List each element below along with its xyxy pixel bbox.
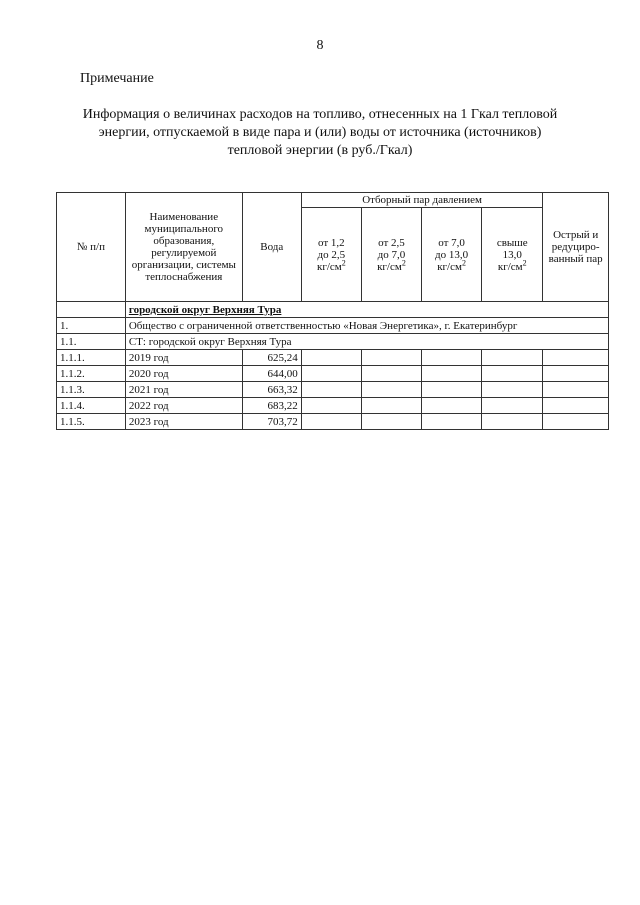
header-steam-group: Отборный пар давлением bbox=[301, 193, 543, 208]
table-row bbox=[57, 414, 609, 430]
row-num: 1.1.2. bbox=[57, 366, 126, 382]
table-row bbox=[57, 350, 609, 366]
note-heading: Примечание bbox=[80, 71, 154, 86]
system-name: СТ: городской округ Верхняя Тура bbox=[125, 334, 608, 350]
row-year: 2019 год bbox=[125, 350, 242, 366]
header-num: № п/п bbox=[57, 193, 126, 302]
document-title: Информация о величинах расходов на топливо, отнесенных на 1 Гкал тепловой энергии, отпускаемой в виде пара и (или) воды от источника (источников) тепловой энергии (в руб./Гкал) bbox=[82, 107, 558, 158]
row-water: 663,32 bbox=[242, 382, 301, 398]
header-water: Вода bbox=[242, 193, 301, 302]
table-row bbox=[57, 366, 609, 382]
row-year: 2022 год bbox=[125, 398, 242, 414]
row-year: 2021 год bbox=[125, 382, 242, 398]
page-number: 8 bbox=[316, 38, 324, 53]
row-num: 1.1.3. bbox=[57, 382, 126, 398]
fuel-cost-table bbox=[56, 192, 609, 430]
table-row bbox=[57, 398, 609, 414]
header-steam-col-2: от 2,5 до 7,0 $кг/см^2$ bbox=[361, 208, 421, 302]
row-num: 1.1.4. bbox=[57, 398, 126, 414]
table-row bbox=[57, 382, 609, 398]
header-steam-col-3: от 7,0 до 13,0 $кг/см^2$ bbox=[422, 208, 482, 302]
org-num: 1. bbox=[57, 318, 126, 334]
header-name: Наименование муниципального образования, регулируемой организации, системы теплоснабжения bbox=[125, 193, 242, 302]
org-name: Общество с ограниченной ответственностью «Новая Энергетика», г. Екатеринбург bbox=[125, 318, 608, 334]
system-num: 1.1. bbox=[57, 334, 126, 350]
row-year: 2020 год bbox=[125, 366, 242, 382]
row-year: 2023 год bbox=[125, 414, 242, 430]
row-num: 1.1.1. bbox=[57, 350, 126, 366]
header-steam-col-4: свыше 13,0 $кг/см^2$ bbox=[482, 208, 543, 302]
header-row-1 bbox=[57, 193, 609, 208]
row-water: 683,22 bbox=[242, 398, 301, 414]
header-steam-col-1: от 1,2 до 2,5 $кг/см^2$ bbox=[301, 208, 361, 302]
header-sharp-steam: Острый и редуциро-ванный пар bbox=[543, 193, 609, 302]
row-water: 703,72 bbox=[242, 414, 301, 430]
row-num: 1.1.5. bbox=[57, 414, 126, 430]
group-name: городской округ Верхняя Тура bbox=[125, 302, 608, 318]
system-row bbox=[57, 334, 609, 350]
row-water: 625,24 bbox=[242, 350, 301, 366]
group-row bbox=[57, 302, 609, 318]
row-water: 644,00 bbox=[242, 366, 301, 382]
org-row bbox=[57, 318, 609, 334]
